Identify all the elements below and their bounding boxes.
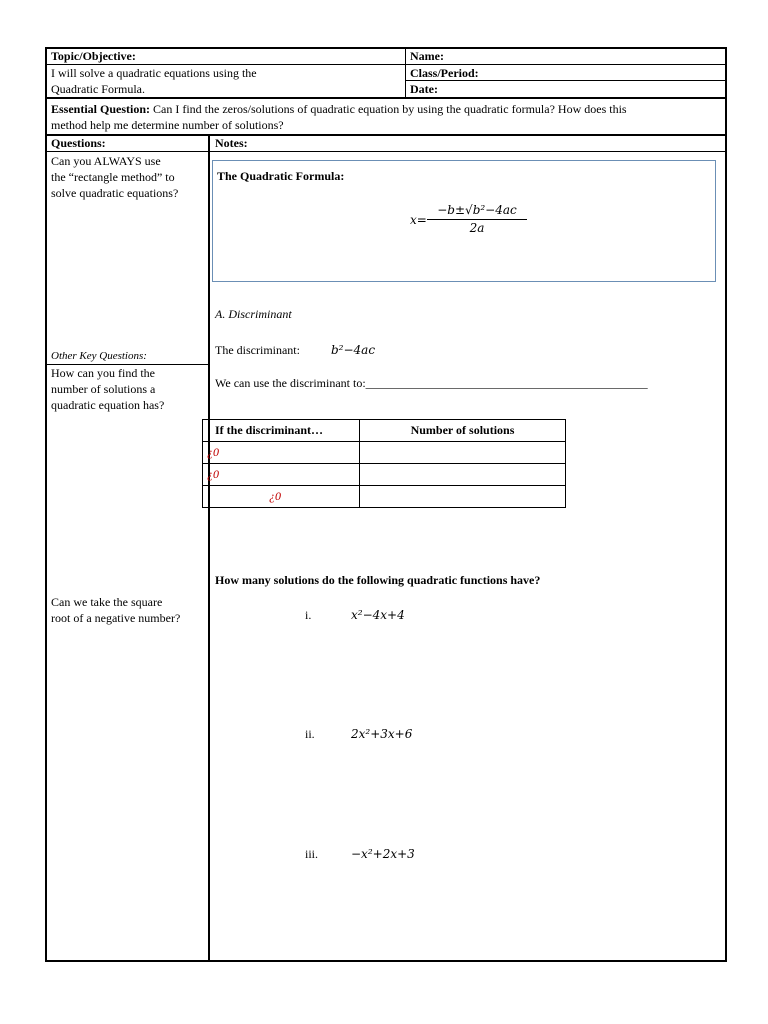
question-2-line-3: quadratic equation has? [51, 398, 165, 412]
formula-lhs: x= [410, 213, 427, 227]
questions-heading: Questions: [51, 136, 106, 150]
question-1-line-3: solve quadratic equations? [51, 186, 179, 200]
use-text: We can use the discriminant to: [215, 376, 366, 390]
discriminant-label: The discriminant: [215, 343, 300, 357]
problem-1-number: i. [305, 608, 312, 622]
quadratic-formula-box [212, 160, 716, 282]
problem-3-expression: −x²+2x+3 [351, 847, 415, 861]
question-3-line-1: Can we take the square [51, 595, 163, 609]
topic-label: Topic/Objective: [51, 49, 136, 63]
formula-title: The Quadratic Formula: [217, 169, 345, 183]
discriminant-use-text [215, 376, 648, 391]
column-divider [208, 135, 210, 961]
problem-3-number: iii. [305, 847, 319, 861]
notes-heading: Notes: [215, 136, 248, 150]
frame-left [45, 47, 47, 962]
essential-text-2: method help me determine number of solutions? [51, 118, 284, 132]
objective-line-2: Quadratic Formula. [51, 82, 145, 96]
question-1-line-2: the “rectangle method” to [51, 170, 175, 184]
table-row [203, 486, 566, 508]
problem-2-number: ii. [305, 727, 315, 741]
frame-right [725, 47, 727, 962]
table-header-row [203, 420, 566, 442]
table-cell-solutions-1 [360, 442, 566, 464]
table-header-discriminant: If the discriminant… [203, 420, 360, 442]
objective-line-1: I will solve a quadratic equations using the [51, 66, 257, 80]
other-key-label: Other Key Questions: [51, 350, 147, 362]
frame-bottom [45, 960, 726, 962]
problem-1-expression: x²−4x+4 [351, 608, 405, 622]
header-row-line-3 [45, 97, 726, 99]
essential-text-1: Can I find the zeros/solutions of quadratic equation by using the quadratic formula? How does this [150, 102, 627, 116]
formula-numerator: −b±√b²−4ac [437, 203, 517, 217]
how-many-heading: How many solutions do the following quadratic functions have? [215, 573, 541, 587]
table-row [203, 464, 566, 486]
date-label: Date: [410, 82, 438, 96]
essential-question [51, 102, 627, 117]
table-cell-solutions-3 [360, 486, 566, 508]
header-row-line-1 [45, 64, 726, 65]
table-cell-condition-3: ¿0 [203, 486, 360, 508]
question-2-line-1: How can you find the [51, 366, 155, 380]
question-2-line-2: number of solutions a [51, 382, 156, 396]
table-cell-condition-1: ¿0 [203, 442, 360, 464]
frame-top [45, 47, 726, 49]
formula-denominator: 2a [469, 221, 485, 235]
formula-fraction [427, 203, 527, 236]
table-cell-condition-2: ¿0 [203, 464, 360, 486]
essential-bottom-line [45, 134, 726, 136]
section-a-heading: A. Discriminant [215, 307, 292, 321]
problem-2-expression: 2x²+3x+6 [351, 727, 413, 741]
question-1-line-1: Can you ALWAYS use [51, 154, 161, 168]
discriminant-table [202, 419, 566, 508]
table-cell-solutions-2 [360, 464, 566, 486]
essential-label: Essential Question: [51, 102, 151, 116]
table-row [203, 442, 566, 464]
discriminant-expression: b²−4ac [331, 343, 376, 357]
table-header-solutions: Number of solutions [360, 420, 566, 442]
header-divider [405, 47, 406, 98]
use-blank: _______________________________________________ [365, 376, 648, 390]
other-key-divider [45, 364, 209, 365]
name-label: Name: [410, 49, 444, 63]
columns-header-line [45, 151, 726, 152]
question-3-line-2: root of a negative number? [51, 611, 181, 625]
fraction-bar [427, 219, 527, 220]
class-period-label: Class/Period: [410, 66, 479, 80]
